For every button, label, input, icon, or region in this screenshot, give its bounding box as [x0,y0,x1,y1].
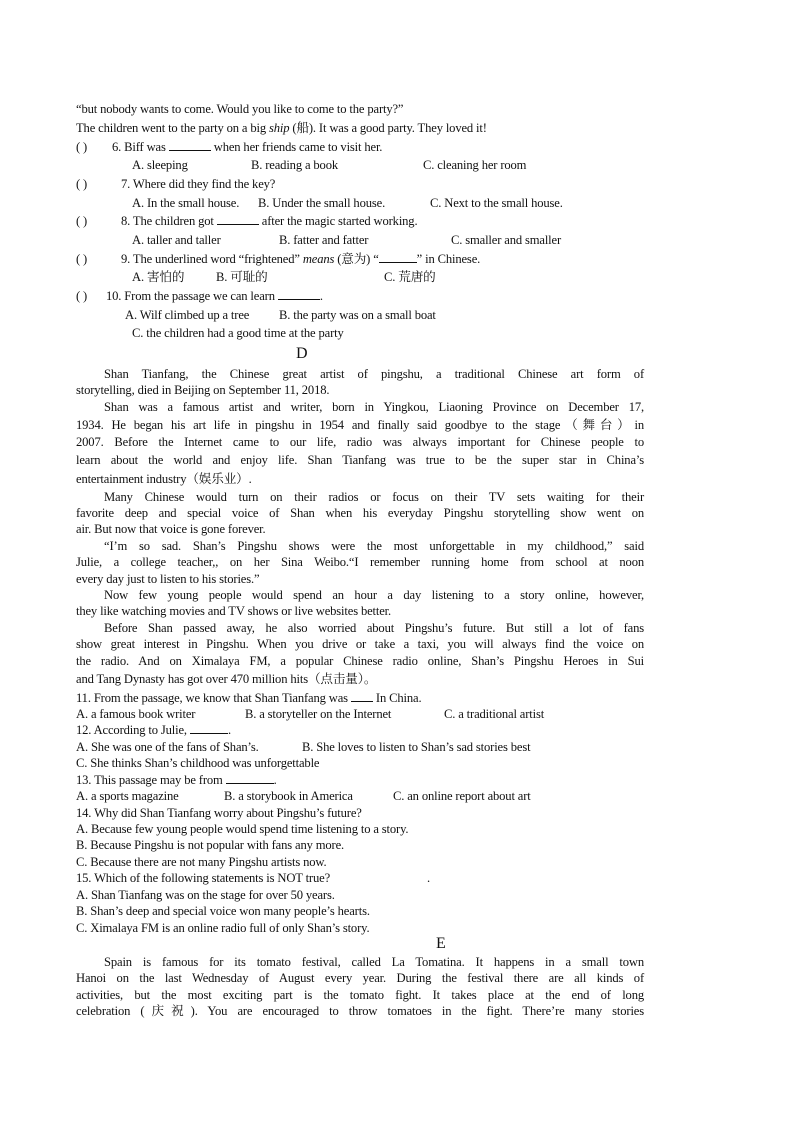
option: A. In the small house. [132,196,240,210]
option: C. Next to the small house. [430,196,563,210]
paragraph-line: Spain is famous for its tomato festival, called La Tomatina. It happens in a small town [104,955,644,969]
option: A. taller and taller [132,233,221,247]
option: C. cleaning her room [423,158,527,172]
section-heading-d: D [296,345,308,362]
question-7: ( ) 7. Where did they find the key? [76,177,276,191]
paragraph-line: storytelling, died in Beijing on September 11, 2018. [76,383,330,397]
option: C. Because there are not many Pingshu artists now. [76,855,327,869]
paragraph-line: every day just to listen to his stories.” [76,572,260,586]
option: B. the party was on a small boat [279,308,436,322]
section-heading-e: E [436,935,446,952]
option: C. smaller and smaller [451,233,562,247]
paragraph-line: Before Shan passed away, he also worried about Pingshu’s future. But still a lot of fans [104,621,644,635]
question-15: 15. Which of the following statements is NOT true? [76,871,331,885]
option: A. Wilf climbed up a tree [125,308,250,322]
paragraph-line: Now few young people would spend an hour a day listening to a story online, however, [104,588,644,602]
question-10: ( ) 10. From the passage we can learn . [76,289,323,303]
paragraph-line: Many Chinese would turn on their radios or focus on their TV sets waiting for their [104,490,644,504]
option: C. a traditional artist [444,707,545,721]
paragraph-line: celebration (庆祝). You are encouraged to throw tomatoes in the fight. There’re many stories [76,1004,644,1018]
answer-blank [226,772,274,784]
answer-blank [217,213,259,225]
paragraph-line: Hanoi on the last Wednesday of August every year. During the festival there are all kinds of [76,971,644,985]
paragraph-line: favorite deep and special voice of Shan when his everyday Pingshu storytelling show went on [76,506,644,520]
option: C. an online report about art [393,789,531,803]
option: A. Shan Tianfang was on the stage for over 50 years. [76,888,335,902]
question-11: 11. From the passage, we know that Shan Tianfang was In China. [76,691,422,705]
option: A. a famous book writer [76,707,196,721]
option: C. 荒唐的 [384,270,436,284]
passage-c-line: “but nobody wants to come. Would you like to come to the party?” [76,102,404,116]
paragraph-line: Shan was a famous artist and writer, born in Yingkou, Liaoning Province on December 17, [104,400,644,414]
passage-c-line: The children went to the party on a big ship (船). It was a good party. They loved it! [76,121,487,135]
option: A. She was one of the fans of Shan’s. [76,740,259,754]
paragraph-line: activities, but the most exciting part is the tomato fight. It takes place at the end of long [76,988,644,1002]
answer-blank [169,139,211,151]
option: C. She thinks Shan’s childhood was unforgettable [76,756,320,770]
option: A. sleeping [132,158,188,172]
paragraph-line: and Tang Dynasty has got over 470 million hits（点击量）。 [76,672,377,686]
paragraph-line: they like watching movies and TV shows or live websites better. [76,604,392,618]
question-13: 13. This passage may be from . [76,773,277,787]
stray-period: . [427,871,430,885]
option: A. 害怕的 [132,270,185,284]
option: B. reading a book [251,158,338,172]
option: A. Because few young people would spend time listening to a story. [76,822,409,836]
option: C. Ximalaya FM is an online radio full of only Shan’s story. [76,921,370,935]
paragraph-line: Shan Tianfang, the Chinese great artist of pingshu, a traditional Chinese art form of [104,367,644,381]
paragraph-line: 1934. He began his art life in pingshu in 1954 and finally said goodbye to the stage（舞台）in [76,418,644,432]
answer-blank [190,722,228,734]
paragraph-line: the radio. And on Ximalaya FM, a popular Chinese radio online, Shan’s Pingshu Heroes in Sui [76,654,644,668]
paragraph-line: show great interest in Pingshu. When you drive or take a taxi, you will always find the voice on [76,637,644,651]
option: C. the children had a good time at the party [132,326,344,340]
paragraph-line: entertainment industry（娱乐业）. [76,472,252,486]
paragraph-line: Julie, a college teacher,, on her Sina Weibo.“I remember running home from school at noon [76,555,644,569]
question-12: 12. According to Julie, . [76,723,231,737]
paragraph-line: learn about the world and enjoy life. Shan Tianfang was true to be the super star in China’s [76,453,644,467]
option: B. fatter and fatter [279,233,369,247]
answer-blank [379,251,417,263]
question-9: ( ) 9. The underlined word “frightened” means (意为) “ ” in Chinese. [76,252,481,266]
option: B. Shan’s deep and special voice won many people’s hearts. [76,904,370,918]
option: B. Because Pingshu is not popular with fans any more. [76,838,345,852]
paragraph-line: “I’m so sad. Shan’s Pingshu shows were the most unforgettable in my childhood,” said [104,539,644,553]
paragraph-line: 2007. Before the Internet came to our life, radio was always important for Chinese people to [76,435,644,449]
option: B. a storybook in America [224,789,353,803]
paragraph-line: air. But now that voice is gone forever. [76,522,266,536]
question-8: ( ) 8. The children got after the magic started working. [76,214,418,228]
question-14: 14. Why did Shan Tianfang worry about Pingshu’s future? [76,806,362,820]
option: B. She loves to listen to Shan’s sad stories best [302,740,531,754]
question-6: ( ) 6. Biff was when her friends came to visit her. [76,140,383,154]
option: B. 可耻的 [216,270,268,284]
option: B. a storyteller on the Internet [245,707,392,721]
answer-blank [278,288,320,300]
option: B. Under the small house. [258,196,386,210]
option: A. a sports magazine [76,789,179,803]
answer-blank [351,690,373,702]
